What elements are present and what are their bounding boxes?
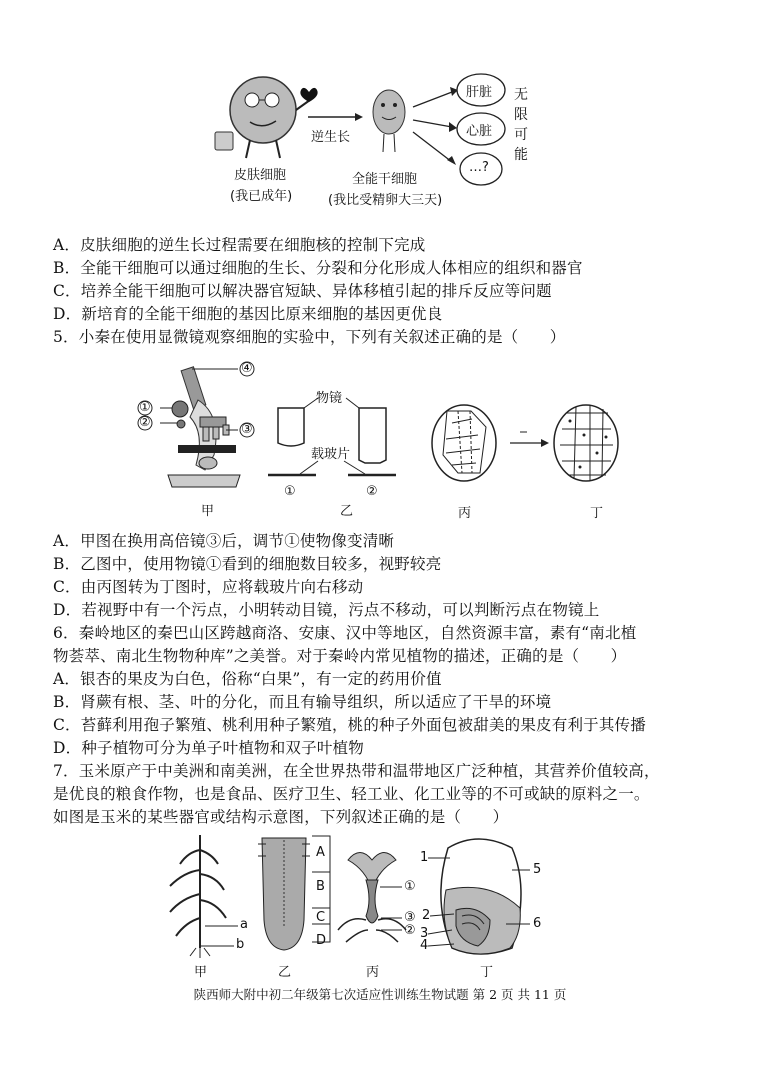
corn-label-a: a <box>240 917 248 932</box>
fine-adjustment-knob <box>177 420 185 428</box>
seed-label-5: 5 <box>533 862 542 877</box>
q6-stem-line-1: 6．秦岭地区的秦巴山区跨越商洛、安康、汉中等地区，自然资源丰富，素有“南北植 <box>53 624 637 642</box>
corn-fig-yi: 乙 <box>278 965 292 980</box>
root-zone-b: B <box>316 879 325 894</box>
microscope-label-2: ② <box>139 415 151 430</box>
objective-2-label: ② <box>366 484 378 499</box>
seedling-label-2: ② <box>404 923 416 938</box>
q6-option-a: A．银杏的果皮为白色，俗称“白果”，有一定的药用价值 <box>53 670 442 688</box>
objective-long <box>359 408 386 463</box>
stem-cell-icon <box>373 90 405 134</box>
fig-yi-label: 乙 <box>340 504 354 519</box>
view-ding <box>554 405 618 481</box>
view-bing <box>432 405 496 481</box>
skin-cell-icon <box>230 77 296 143</box>
q7-stem-line-3: 如图是玉米的某些器官或结构示意图，下列叙述正确的是（ ） <box>53 808 509 826</box>
corn-fig-ding: 丁 <box>480 965 494 980</box>
objective-label: 物镜 <box>316 391 343 406</box>
corn-fig-jia: 甲 <box>194 965 208 980</box>
q5-option-c: C．由丙图转为丁图时，应将载玻片向右移动 <box>53 578 364 596</box>
liver-label: 肝脏 <box>466 85 493 100</box>
seed-label-6: 6 <box>533 916 542 931</box>
seed-label-3: 3 <box>420 926 429 941</box>
seed-label-2: 2 <box>422 908 431 923</box>
stem-cell-note: (我比受精卵大三天) <box>328 193 443 208</box>
corn-fig-bing: 丙 <box>366 965 380 980</box>
q4-option-d: D．新培育的全能干细胞的基因比原来细胞的基因更优良 <box>53 305 443 323</box>
skin-cell-note: (我已成年) <box>230 189 293 204</box>
seedling-label-1: ① <box>404 879 416 894</box>
q5-stem: 5．小秦在使用显微镜观察细胞的实验中，下列有关叙述正确的是（ ） <box>53 328 566 346</box>
page-footer: 陕西师大附中初二年级第七次适应性训练生物试题 第 2 页 共 11 页 <box>193 987 567 1002</box>
root-zone-a: A <box>316 845 325 860</box>
infinite-char-1: 无 <box>514 87 528 103</box>
microscope-base <box>168 475 240 487</box>
infinite-char-3: 可 <box>514 127 528 143</box>
heart-label: 心脏 <box>466 124 493 139</box>
root-zone-d: D <box>316 933 327 948</box>
infinite-char-2: 限 <box>514 107 528 123</box>
q5-option-b: B．乙图中，使用物镜①看到的细胞数目较多，视野较亮 <box>53 555 442 573</box>
microscope-label-1: ① <box>139 400 151 415</box>
microscope-diagram <box>0 355 760 535</box>
q4-option-c: C．培养全能干细胞可以解决器官短缺、异体移植引起的排斥反应等问题 <box>53 282 552 300</box>
seedling-label-3: ③ <box>404 910 416 925</box>
heart-icon <box>300 88 317 102</box>
fig-bing-label: 丙 <box>458 506 472 521</box>
q7-stem-line-1: 7．玉米原产于中美洲和南美洲，在全世界热带和温带地区广泛种植，其营养价值较高， <box>53 762 660 780</box>
fig-jia-label: 甲 <box>201 504 215 519</box>
q7-stem-line-2: 是优良的粮食作物，也是食品、医疗卫生、轻工业、化工业等的不可或缺的原料之一。 <box>53 785 650 803</box>
corn-diagram <box>0 830 760 980</box>
seed-label-4: 4 <box>420 938 429 953</box>
reverse-growth-label: 逆生长 <box>311 130 351 145</box>
infinite-char-4: 能 <box>514 147 528 163</box>
objective-1-label: ① <box>284 484 296 499</box>
microscope-label-4: ④ <box>241 361 253 376</box>
slide-label: 载玻片 <box>311 447 351 462</box>
stem-cell-label: 全能干细胞 <box>352 172 418 187</box>
fig-ding-label: 丁 <box>590 506 604 521</box>
q4-option-b: B．全能干细胞可以通过细胞的生长、分裂和分化形成人体相应的组织和器官 <box>53 259 583 277</box>
microscope-label-3: ③ <box>241 422 253 437</box>
q4-option-a: A．皮肤细胞的逆生长过程需要在细胞核的控制下完成 <box>53 236 426 254</box>
coarse-adjustment-knob <box>172 401 188 417</box>
corn-label-b: b <box>236 937 245 952</box>
briefcase-icon <box>215 132 233 150</box>
mirror <box>199 457 217 469</box>
q6-option-b: B．肾蕨有根、茎、叶的分化，而且有输导组织，所以适应了干旱的环境 <box>53 693 552 711</box>
q6-option-d: D．种子植物可分为单子叶植物和双子叶植物 <box>53 739 364 757</box>
unknown-label: …? <box>469 160 489 175</box>
q5-option-d: D．若视野中有一个污点，小明转动目镜，污点不移动，可以判断污点在物镜上 <box>53 601 600 619</box>
q6-stem-line-2: 物荟萃、南北生物物种库”之美誉。对于秦岭内常见植物的描述，正确的是（ ） <box>53 647 627 665</box>
microscope-stage <box>178 445 236 453</box>
q6-option-c: C．苔藓利用孢子繁殖、桃利用种子繁殖，桃的种子外面包被甜美的果皮有利于其传播 <box>53 716 646 734</box>
nosepiece <box>200 417 226 427</box>
seed-label-1: 1 <box>420 850 429 865</box>
q5-option-a: A．甲图在换用高倍镜③后，调节①使物像变清晰 <box>53 532 395 550</box>
root-zone-c: C <box>316 910 326 925</box>
skin-cell-label: 皮肤细胞 <box>234 168 287 183</box>
objective-short <box>278 408 304 446</box>
